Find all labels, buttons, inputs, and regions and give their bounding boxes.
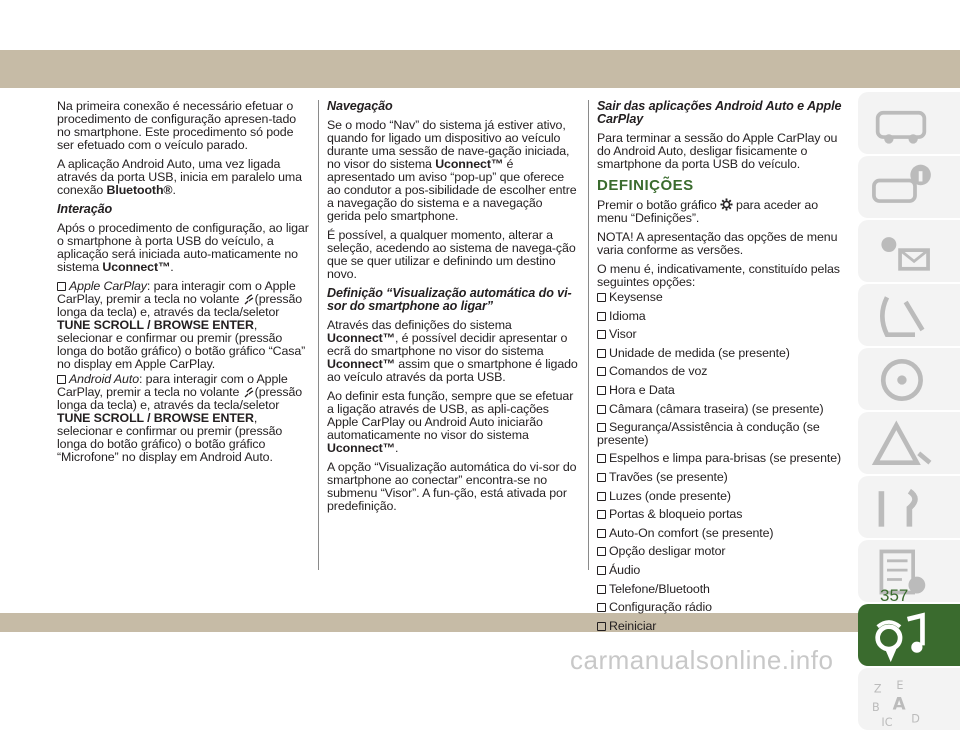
subheading-definicao: Definição “Visualização automática do vi-sor do smartphone ao ligar” bbox=[327, 286, 572, 313]
checkbox-bullet-icon bbox=[597, 423, 606, 432]
list-item: Apple CarPlay: para interagir com o Apple CarPlay, premir a tecla no volante (pressão longa da tecla) e, através da tecla/seletor TUNE SCROLL / BROWSE ENTER, selecionar e confirmar ou premir (pressão longa do botão gráfico) o botão gráfico “Casa” no display em Apple CarPlay. bbox=[57, 279, 306, 371]
option-label: Unidade de medida (se presente) bbox=[609, 345, 790, 360]
svg-text:B: B bbox=[872, 701, 880, 715]
paragraph: Ao definir esta função, sempre que se efetuar a ligação através de USB, as apli-cações Apple CarPlay ou Android Auto iniciarão automaticamente no visor do sistema Uconnect™. bbox=[327, 389, 574, 455]
paragraph: A opção “Visualização automática do vi-sor do smartphone ao conectar” encontra-se no submenu “Visor”. A fun-ção, está ativada por predefinição. bbox=[327, 460, 577, 513]
option-label: Áudio bbox=[609, 562, 641, 577]
chapter-tab[interactable] bbox=[858, 156, 960, 218]
option-label: Visor bbox=[609, 327, 637, 342]
page-number: 357 bbox=[880, 586, 909, 605]
chapter-tab[interactable] bbox=[858, 92, 960, 154]
subheading-interacao: Interação bbox=[57, 202, 113, 216]
checkbox-bullet-icon bbox=[597, 454, 606, 463]
page-header bbox=[0, 0, 960, 88]
option-item bbox=[597, 490, 845, 503]
roadside-triangle-icon bbox=[866, 416, 936, 472]
options-list bbox=[597, 291, 845, 632]
option-item bbox=[597, 545, 845, 558]
checkbox-bullet-icon bbox=[57, 282, 66, 291]
option-item bbox=[597, 291, 845, 304]
paragraph: NOTA! A apresentação das opções de menu varia conforme as versões. bbox=[597, 230, 838, 257]
maintenance-wrench-icon bbox=[866, 480, 936, 536]
option-label: Luzes (onde presente) bbox=[609, 488, 731, 503]
option-item bbox=[597, 384, 845, 397]
chapter-tab[interactable] bbox=[858, 668, 960, 730]
watermark: carmanualsonline.info bbox=[570, 645, 834, 675]
checkbox-bullet-icon bbox=[597, 367, 606, 376]
option-label: Câmara (câmara traseira) (se presente) bbox=[609, 401, 824, 416]
option-label: Telefone/Bluetooth bbox=[609, 581, 710, 596]
voice-command-icon bbox=[243, 386, 255, 398]
checkbox-bullet-icon bbox=[597, 566, 606, 575]
warning-lights-icon bbox=[866, 224, 936, 280]
checkbox-bullet-icon bbox=[597, 622, 606, 631]
subheading-navegacao: Navegação bbox=[327, 99, 393, 113]
checkbox-bullet-icon bbox=[597, 547, 606, 556]
option-label: Configuração rádio bbox=[609, 600, 712, 615]
chapter-tab[interactable] bbox=[858, 348, 960, 410]
column-2 bbox=[327, 100, 579, 519]
option-item bbox=[597, 527, 845, 540]
checkbox-bullet-icon bbox=[597, 585, 606, 594]
svg-text:Z: Z bbox=[873, 682, 882, 696]
column-1 bbox=[57, 100, 309, 470]
paragraph: Na primeira conexão é necessário efetuar o procedimento de configuração apresen-tado no smartphone. Este procedimento só pode ser efetuado com o veículo parado. bbox=[57, 99, 297, 152]
paragraph: Premir o botão gráfico para aceder ao menu “Definições”. bbox=[597, 198, 818, 225]
checkbox-bullet-icon bbox=[597, 603, 606, 612]
option-item bbox=[597, 365, 845, 378]
steering-wheel-icon bbox=[866, 352, 936, 408]
chapter-tab[interactable] bbox=[858, 284, 960, 346]
option-item bbox=[597, 471, 845, 484]
option-label: Travões (se presente) bbox=[609, 469, 728, 484]
list-item: Android Auto: para interagir com o Apple CarPlay, premir a tecla no volante (pressão longa da tecla) e, através da tecla/seletor TUNE SCROLL / BROWSE ENTER, selecionar e confirmar ou premir (pressão longa do botão gráfico) o botão gráfico “Microfone” no display em Android Auto. bbox=[57, 372, 303, 464]
svg-text:D: D bbox=[911, 712, 920, 726]
chapter-tab[interactable] bbox=[858, 604, 960, 666]
option-label: Opção desligar motor bbox=[609, 544, 726, 559]
option-item bbox=[597, 421, 845, 446]
option-item bbox=[597, 310, 845, 323]
paragraph: É possível, a qualquer momento, alterar a seleção, acedendo ao sistema de navega-ção que se quer utilizar e definindo um destino novo. bbox=[327, 228, 576, 281]
option-label: Espelhos e limpa para-brisas (se presente) bbox=[609, 451, 842, 466]
section-heading: DEFINIÇÕES bbox=[597, 177, 694, 194]
checkbox-bullet-icon bbox=[597, 330, 606, 339]
checkbox-bullet-icon bbox=[597, 349, 606, 358]
option-item bbox=[597, 508, 845, 521]
paragraph: O menu é, indicativamente, constituído pelas seguintes opções: bbox=[597, 262, 840, 289]
settings-gear-icon bbox=[720, 198, 733, 211]
option-item bbox=[597, 403, 845, 416]
column-3 bbox=[597, 100, 845, 638]
option-item bbox=[597, 601, 845, 614]
option-label: Hora e Data bbox=[609, 382, 675, 397]
option-label: Auto-On comfort (se presente) bbox=[609, 525, 774, 540]
paragraph: Após o procedimento de configuração, ao ligar o smartphone à porta USB do veículo, a aplicação será iniciada auto-maticamente no sistema Uconnect™. bbox=[57, 221, 309, 274]
index-letters-icon bbox=[866, 672, 936, 728]
svg-text:A: A bbox=[892, 693, 906, 714]
subheading-sair: Sair das aplicações Android Auto e Apple CarPlay bbox=[597, 99, 842, 126]
checkbox-bullet-icon bbox=[597, 312, 606, 321]
header-band bbox=[0, 50, 960, 88]
car-dashboard-icon bbox=[866, 96, 936, 152]
option-label: Portas & bloqueio portas bbox=[609, 507, 743, 522]
option-item bbox=[597, 620, 845, 633]
car-info-icon bbox=[866, 160, 936, 216]
paragraph: Para terminar a sessão do Apple CarPlay ou do Android Auto, desligar fisicamente o smartphone da porta USB do veículo. bbox=[597, 131, 838, 171]
paragraph: A aplicação Android Auto, uma vez ligada através da porta USB, inicia em paralelo uma conexão Bluetooth®. bbox=[57, 157, 302, 197]
option-label: Keysense bbox=[609, 290, 663, 304]
column-divider bbox=[318, 100, 319, 570]
option-item bbox=[597, 347, 845, 360]
option-item bbox=[597, 452, 845, 465]
paragraph: Se o modo “Nav” do sistema já estiver ativo, quando for ligado um dispositivo ao veículo durante uma sessão de nave-gação iniciada, no visor do sistema Uconnect™ é apresentado um aviso “pop-up” que oferece ao condutor a pos-sibilidade de escolher entre a navegação do sistema e a navegação gerida pelo smartphone. bbox=[327, 118, 577, 223]
safety-seatbelt-icon bbox=[866, 288, 936, 344]
svg-text:E: E bbox=[896, 678, 904, 692]
multimedia-icon bbox=[866, 608, 936, 664]
checkbox-bullet-icon bbox=[597, 492, 606, 501]
option-item bbox=[597, 564, 845, 577]
svg-text:IC: IC bbox=[881, 716, 893, 728]
option-label: Segurança/Assistência à condução (se presente) bbox=[597, 420, 820, 447]
chapter-tab[interactable] bbox=[858, 540, 960, 602]
option-label: Reiniciar bbox=[609, 618, 657, 633]
checkbox-bullet-icon bbox=[57, 375, 66, 384]
option-label: Idioma bbox=[609, 308, 646, 323]
checkbox-bullet-icon bbox=[597, 293, 606, 302]
column-divider bbox=[588, 100, 589, 570]
chapter-tab[interactable] bbox=[858, 476, 960, 538]
voice-command-icon bbox=[243, 293, 255, 305]
checkbox-bullet-icon bbox=[597, 386, 606, 395]
chapter-tabs bbox=[858, 92, 960, 732]
option-item bbox=[597, 328, 845, 341]
checkbox-bullet-icon bbox=[597, 405, 606, 414]
checkbox-bullet-icon bbox=[597, 510, 606, 519]
chapter-tab[interactable] bbox=[858, 220, 960, 282]
checkbox-bullet-icon bbox=[597, 473, 606, 482]
checkbox-bullet-icon bbox=[597, 529, 606, 538]
paragraph: Através das definições do sistema Uconnect™, é possível decidir apresentar o ecrã do smartphone no visor do sistema Uconnect™ assim que o smartphone é ligado ao veículo através da porta USB. bbox=[327, 318, 578, 384]
option-item bbox=[597, 583, 845, 596]
chapter-tab[interactable] bbox=[858, 412, 960, 474]
option-label: Comandos de voz bbox=[609, 364, 708, 379]
